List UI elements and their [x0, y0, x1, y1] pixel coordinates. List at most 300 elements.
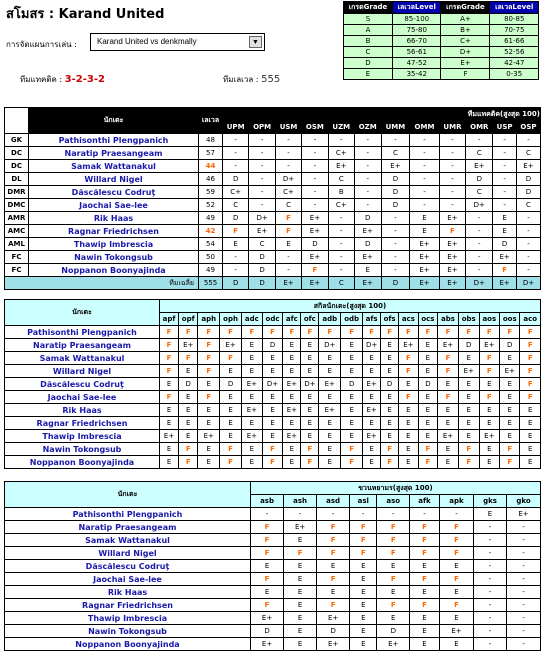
- grade-cell: E: [363, 352, 381, 365]
- grade-cell: E: [363, 417, 381, 430]
- grade-cell: E: [262, 404, 283, 417]
- grade-cell: E: [350, 625, 377, 638]
- grade-cell: E: [284, 599, 317, 612]
- grade-cell: F: [284, 547, 317, 560]
- grade-cell: E: [283, 339, 301, 352]
- total-cell: D+: [466, 277, 493, 290]
- grade-cell: F: [377, 521, 410, 534]
- grade-cell: E: [520, 404, 541, 417]
- grade-cell: -: [410, 186, 439, 199]
- table-row: [5, 160, 541, 173]
- grade-cell: E: [354, 264, 381, 277]
- grade-cell: E: [350, 612, 377, 625]
- player-name: Samak Wattanakul: [29, 160, 199, 173]
- grade-cell: E: [275, 238, 301, 251]
- grade-cell: F: [350, 521, 377, 534]
- grade-cell: F: [363, 326, 381, 339]
- grade-cell: -: [302, 173, 329, 186]
- grade-cell: E: [418, 365, 438, 378]
- column-header: aso: [377, 495, 410, 508]
- grade-cell: F: [350, 534, 377, 547]
- chevron-down-icon[interactable]: ▼: [249, 36, 262, 48]
- grade-cell: F: [317, 599, 350, 612]
- grade-cell: B: [344, 36, 393, 47]
- table-row: [5, 625, 541, 638]
- grade-cell: E: [363, 365, 381, 378]
- grade-cell: 0-35: [490, 69, 539, 80]
- grade-cell: E: [283, 365, 301, 378]
- column-header: ofc: [301, 313, 319, 326]
- player-header: นักเตะ: [29, 108, 199, 134]
- grade-cell: E: [499, 404, 520, 417]
- grade-cell: E+: [479, 430, 499, 443]
- grade-cell: -: [302, 160, 329, 173]
- grade-cell: E: [399, 430, 418, 443]
- grade-cell: E+: [354, 251, 381, 264]
- grade-cell: E: [479, 404, 499, 417]
- grade-cell: A: [344, 25, 393, 36]
- grade-cell: E: [493, 212, 517, 225]
- grade-cell: F: [262, 443, 283, 456]
- total-cell: E+: [493, 277, 517, 290]
- grade-cell: E+: [317, 612, 350, 625]
- grade-cell: F: [441, 69, 490, 80]
- player-name: Nawin Tokongsub: [5, 625, 251, 638]
- grade-cell: F: [438, 365, 459, 378]
- grade-cell: D: [381, 186, 410, 199]
- column-header: OSP: [516, 121, 540, 134]
- grade-cell: E: [458, 430, 479, 443]
- grade-cell: E+: [493, 251, 517, 264]
- grade-cell: -: [410, 199, 439, 212]
- grade-row: [344, 58, 539, 69]
- grade-cell: E: [283, 391, 301, 404]
- grade-cell: F: [251, 547, 284, 560]
- grade-cell: -: [516, 251, 540, 264]
- player-name: Naratip Praesangeam: [5, 521, 251, 534]
- grade-cell: E: [439, 612, 473, 625]
- player-level: 44: [199, 160, 223, 173]
- grade-cell: E+: [249, 225, 276, 238]
- table-row: [5, 638, 541, 651]
- column-header: USP: [493, 121, 517, 134]
- grade-cell: E: [499, 417, 520, 430]
- column-header: aco: [520, 313, 541, 326]
- grade-cell: C: [466, 186, 493, 199]
- grade-cell: -: [474, 599, 507, 612]
- grade-cell: E: [220, 391, 242, 404]
- grade-cell: E: [283, 352, 301, 365]
- position-cell: AMR: [5, 212, 29, 225]
- table-row: [5, 378, 541, 391]
- grade-cell: F: [458, 443, 479, 456]
- grade-cell: -: [466, 225, 493, 238]
- grade-cell: -: [381, 225, 410, 238]
- grade-cell: E: [160, 456, 179, 469]
- grade-cell: F: [377, 573, 410, 586]
- grade-cell: D: [223, 173, 249, 186]
- grade-cell: D+: [466, 199, 493, 212]
- grade-cell: E: [418, 391, 438, 404]
- team-tactic: ทีมแทคติค : 3-2-3-2: [20, 74, 105, 85]
- grade-cell: D+: [249, 212, 276, 225]
- grade-cell: E: [301, 391, 319, 404]
- grade-cell: F: [520, 339, 541, 352]
- grade-cell: F: [275, 212, 301, 225]
- grade-row: [344, 36, 539, 47]
- column-header: OPM: [249, 121, 276, 134]
- grade-cell: -: [439, 147, 466, 160]
- grade-cell: F: [198, 365, 220, 378]
- grade-cell: D: [381, 199, 410, 212]
- grade-cell: F: [520, 391, 541, 404]
- grade-cell: -: [516, 238, 540, 251]
- grade-cell: -: [249, 160, 276, 173]
- grade-cell: E+: [198, 430, 220, 443]
- grade-cell: E: [377, 560, 410, 573]
- grade-cell: E+: [242, 430, 263, 443]
- grade-cell: E: [242, 456, 263, 469]
- table-row: [5, 391, 541, 404]
- grade-cell: -: [474, 625, 507, 638]
- column-header: ocs: [418, 313, 438, 326]
- grade-cell: E+: [251, 612, 284, 625]
- player-level: 52: [199, 199, 223, 212]
- grade-cell: D: [220, 378, 242, 391]
- grade-cell: -: [506, 547, 540, 560]
- table-header-row: [5, 108, 541, 121]
- grade-cell: D: [344, 58, 393, 69]
- column-header: UZM: [328, 121, 354, 134]
- grade-cell: E: [520, 417, 541, 430]
- grade-cell: E: [350, 560, 377, 573]
- position-cell: DL: [5, 173, 29, 186]
- grade-cell: -: [275, 251, 301, 264]
- player-level: 59: [199, 186, 223, 199]
- grade-cell: E: [381, 417, 399, 430]
- table-row: [5, 238, 541, 251]
- grade-cell: E: [319, 430, 341, 443]
- grade-cell: -: [506, 638, 540, 651]
- table-row: [5, 404, 541, 417]
- player-name: Dăscălescu Codruţ: [29, 186, 199, 199]
- plan-label: การจัดแผนการเล่น :: [6, 40, 77, 49]
- grade-cell: E: [301, 365, 319, 378]
- grade-cell: E: [479, 443, 499, 456]
- grade-cell: F: [302, 264, 329, 277]
- total-cell: D+: [516, 277, 540, 290]
- blank-header: [5, 108, 29, 134]
- grade-cell: F: [499, 456, 520, 469]
- grade-cell: E+: [506, 508, 540, 521]
- table-row: [5, 456, 541, 469]
- grade-cell: E+: [283, 378, 301, 391]
- club-title: สโมสร : Karand United: [6, 7, 165, 22]
- column-header: oph: [220, 313, 242, 326]
- grade-cell: -: [223, 134, 249, 147]
- grade-cell: E+: [410, 251, 439, 264]
- set-pieces-table: [4, 481, 541, 651]
- total-cell: E+: [302, 277, 329, 290]
- grade-cell: -: [223, 160, 249, 173]
- grade-cell: -: [439, 508, 473, 521]
- table-title: สกิลนักเตะ(สูงสุด 100): [160, 300, 541, 313]
- grade-cell: E: [262, 365, 283, 378]
- grade-cell: E: [301, 352, 319, 365]
- grade-cell: E: [301, 430, 319, 443]
- grade-cell: E: [438, 417, 459, 430]
- team-level: ทีมเลเวล : 555: [223, 74, 281, 85]
- grade-cell: E+: [399, 339, 418, 352]
- grade-cell: E: [242, 339, 263, 352]
- table-row: [5, 199, 541, 212]
- grade-cell: C: [344, 47, 393, 58]
- grade-cell: E+: [410, 264, 439, 277]
- grade-cell: F: [251, 573, 284, 586]
- grade-cell: C+: [223, 186, 249, 199]
- grade-cell: D: [381, 173, 410, 186]
- grade-cell: D: [381, 378, 399, 391]
- grade-cell: D+: [275, 173, 301, 186]
- total-cell: E+: [275, 277, 301, 290]
- grade-cell: E: [493, 225, 517, 238]
- column-header: aos: [479, 313, 499, 326]
- grade-cell: F: [493, 264, 517, 277]
- grade-cell: C: [516, 199, 540, 212]
- grade-cell: E: [341, 417, 363, 430]
- grade-cell: D: [262, 339, 283, 352]
- total-cell: E+: [354, 277, 381, 290]
- player-name: Noppanon Boonyajinda: [29, 264, 199, 277]
- grade-cell: E+: [479, 339, 499, 352]
- grade-cell: B+: [441, 25, 490, 36]
- grade-cell: -: [493, 173, 517, 186]
- grade-cell: E: [350, 586, 377, 599]
- player-level: 57: [199, 147, 223, 160]
- tactic-title: ทีมแทคติค(สูงสุด 100): [223, 108, 541, 121]
- table-row: [5, 173, 541, 186]
- grade-cell: F: [439, 521, 473, 534]
- position-cell: AMC: [5, 225, 29, 238]
- grade-cell: E: [283, 417, 301, 430]
- grade-cell: E+: [283, 404, 301, 417]
- grade-cell: -: [275, 147, 301, 160]
- grade-cell: F: [520, 365, 541, 378]
- grade-cell: C: [466, 147, 493, 160]
- column-header: apf: [160, 313, 179, 326]
- column-header: UMR: [439, 121, 466, 134]
- player-name: Rik Haas: [5, 586, 251, 599]
- column-header: adc: [242, 313, 263, 326]
- grade-header-row: [344, 2, 539, 14]
- grade-cell: 35-42: [393, 69, 441, 80]
- player-name: Naratip Praesangeam: [5, 339, 160, 352]
- grade-cell: F: [317, 534, 350, 547]
- grade-cell: -: [284, 508, 317, 521]
- grade-cell: E: [242, 352, 263, 365]
- grade-cell: -: [493, 134, 517, 147]
- grade-cell: C: [381, 147, 410, 160]
- grade-row: [344, 25, 539, 36]
- column-header: UMM: [381, 121, 410, 134]
- position-cell: FC: [5, 251, 29, 264]
- grade-cell: F: [341, 326, 363, 339]
- grade-cell: E: [438, 378, 459, 391]
- grade-cell: E: [479, 456, 499, 469]
- grade-cell: E: [301, 417, 319, 430]
- grade-cell: E: [301, 339, 319, 352]
- grade-cell: E: [317, 586, 350, 599]
- grade-cell: E: [399, 404, 418, 417]
- grade-cell: E: [198, 378, 220, 391]
- grade-cell: E: [319, 443, 341, 456]
- grade-cell: D: [317, 625, 350, 638]
- grade-cell: E+: [377, 638, 410, 651]
- grade-cell: E+: [438, 430, 459, 443]
- grade-cell: E: [410, 225, 439, 238]
- grade-cell: F: [275, 225, 301, 238]
- grade-cell: D: [223, 212, 249, 225]
- grade-cell: -: [506, 560, 540, 573]
- column-header: ofs: [381, 313, 399, 326]
- grade-cell: E: [179, 417, 198, 430]
- grade-cell: -: [249, 134, 276, 147]
- grade-cell: E+: [160, 430, 179, 443]
- grade-cell: E: [410, 212, 439, 225]
- grade-cell: F: [458, 326, 479, 339]
- grade-cell: E+: [284, 521, 317, 534]
- grade-cell: -: [354, 199, 381, 212]
- grade-cell: E: [283, 456, 301, 469]
- total-level: 555: [199, 277, 223, 290]
- table-row: [5, 573, 541, 586]
- player-name: Dăscălescu Codruţ: [5, 378, 160, 391]
- grade-cell: E+: [439, 264, 466, 277]
- column-header: afs: [363, 313, 381, 326]
- grade-cell: E: [262, 391, 283, 404]
- grade-cell: -: [439, 173, 466, 186]
- grade-cell: E+: [328, 160, 354, 173]
- player-name: Jaochai Sae-lee: [29, 199, 199, 212]
- grade-cell: E: [179, 404, 198, 417]
- grade-cell: E: [319, 417, 341, 430]
- grade-cell: F: [399, 326, 418, 339]
- player-name: Pathisonthi Plengpanich: [5, 326, 160, 339]
- grade-cell: -: [302, 147, 329, 160]
- grade-cell: E+: [242, 404, 263, 417]
- grade-cell: E: [284, 612, 317, 625]
- positions-table: [4, 107, 541, 290]
- grade-cell: -: [275, 264, 301, 277]
- grade-cell: E+: [220, 339, 242, 352]
- grade-cell: F: [499, 443, 520, 456]
- grade-header: เลเวลLevel: [490, 2, 539, 14]
- column-header: opf: [179, 313, 198, 326]
- grade-cell: E: [520, 443, 541, 456]
- position-cell: DC: [5, 160, 29, 173]
- grade-cell: E: [410, 625, 440, 638]
- grade-row: [344, 14, 539, 25]
- grade-cell: -: [466, 264, 493, 277]
- grade-cell: F: [198, 339, 220, 352]
- player-level: 49: [199, 264, 223, 277]
- grade-cell: -: [354, 173, 381, 186]
- grade-cell: E: [418, 417, 438, 430]
- grade-cell: C+: [328, 147, 354, 160]
- skills-table: [4, 299, 541, 469]
- player-name: Rik Haas: [29, 212, 199, 225]
- grade-cell: -: [506, 534, 540, 547]
- grade-cell: -: [506, 521, 540, 534]
- table-header-row: [5, 482, 541, 495]
- grade-cell: -: [516, 212, 540, 225]
- match-select[interactable]: [90, 33, 265, 51]
- grade-cell: F: [283, 326, 301, 339]
- grade-cell: -: [493, 160, 517, 173]
- position-cell: GK: [5, 134, 29, 147]
- grade-cell: -: [410, 173, 439, 186]
- grade-cell: D+: [262, 378, 283, 391]
- grade-cell: E: [317, 560, 350, 573]
- grade-cell: B: [328, 186, 354, 199]
- grade-cell: -: [302, 134, 329, 147]
- grade-cell: -: [328, 134, 354, 147]
- grade-cell: F: [341, 456, 363, 469]
- grade-cell: 42-47: [490, 58, 539, 69]
- grade-cell: -: [249, 147, 276, 160]
- column-header: asl: [350, 495, 377, 508]
- grade-cell: -: [354, 134, 381, 147]
- grade-cell: E: [458, 404, 479, 417]
- grade-cell: D+: [319, 339, 341, 352]
- grade-cell: F: [301, 326, 319, 339]
- grade-cell: F: [179, 326, 198, 339]
- grade-cell: F: [160, 391, 179, 404]
- column-header: OMM: [410, 121, 439, 134]
- grade-cell: F: [410, 534, 440, 547]
- grade-cell: E: [399, 378, 418, 391]
- grade-cell: E+: [179, 339, 198, 352]
- column-header: asd: [317, 495, 350, 508]
- grade-cell: F: [438, 352, 459, 365]
- grade-cell: D: [354, 212, 381, 225]
- player-name: Ragnar Friedrichsen: [5, 599, 251, 612]
- grade-cell: E: [284, 560, 317, 573]
- grade-cell: 66-70: [393, 36, 441, 47]
- grade-cell: -: [302, 186, 329, 199]
- player-name: Jaochai Sae-lee: [5, 391, 160, 404]
- grade-cell: F: [220, 456, 242, 469]
- player-name: Ragnar Friedrichsen: [29, 225, 199, 238]
- total-cell: D: [381, 277, 410, 290]
- grade-row: [344, 47, 539, 58]
- grade-cell: E: [418, 339, 438, 352]
- grade-cell: F: [160, 352, 179, 365]
- grade-cell: -: [275, 134, 301, 147]
- grade-cell: -: [474, 521, 507, 534]
- grade-cell: E+: [363, 404, 381, 417]
- grade-cell: -: [516, 225, 540, 238]
- player-name: Pathisonthi Plengpanich: [5, 508, 251, 521]
- player-name: Nawin Tokongsub: [29, 251, 199, 264]
- grade-cell: E: [198, 417, 220, 430]
- grade-cell: D: [377, 625, 410, 638]
- grade-cell: E: [341, 391, 363, 404]
- grade-cell: F: [220, 352, 242, 365]
- grade-cell: D+: [441, 47, 490, 58]
- grade-cell: -: [223, 147, 249, 160]
- grade-cell: E: [381, 391, 399, 404]
